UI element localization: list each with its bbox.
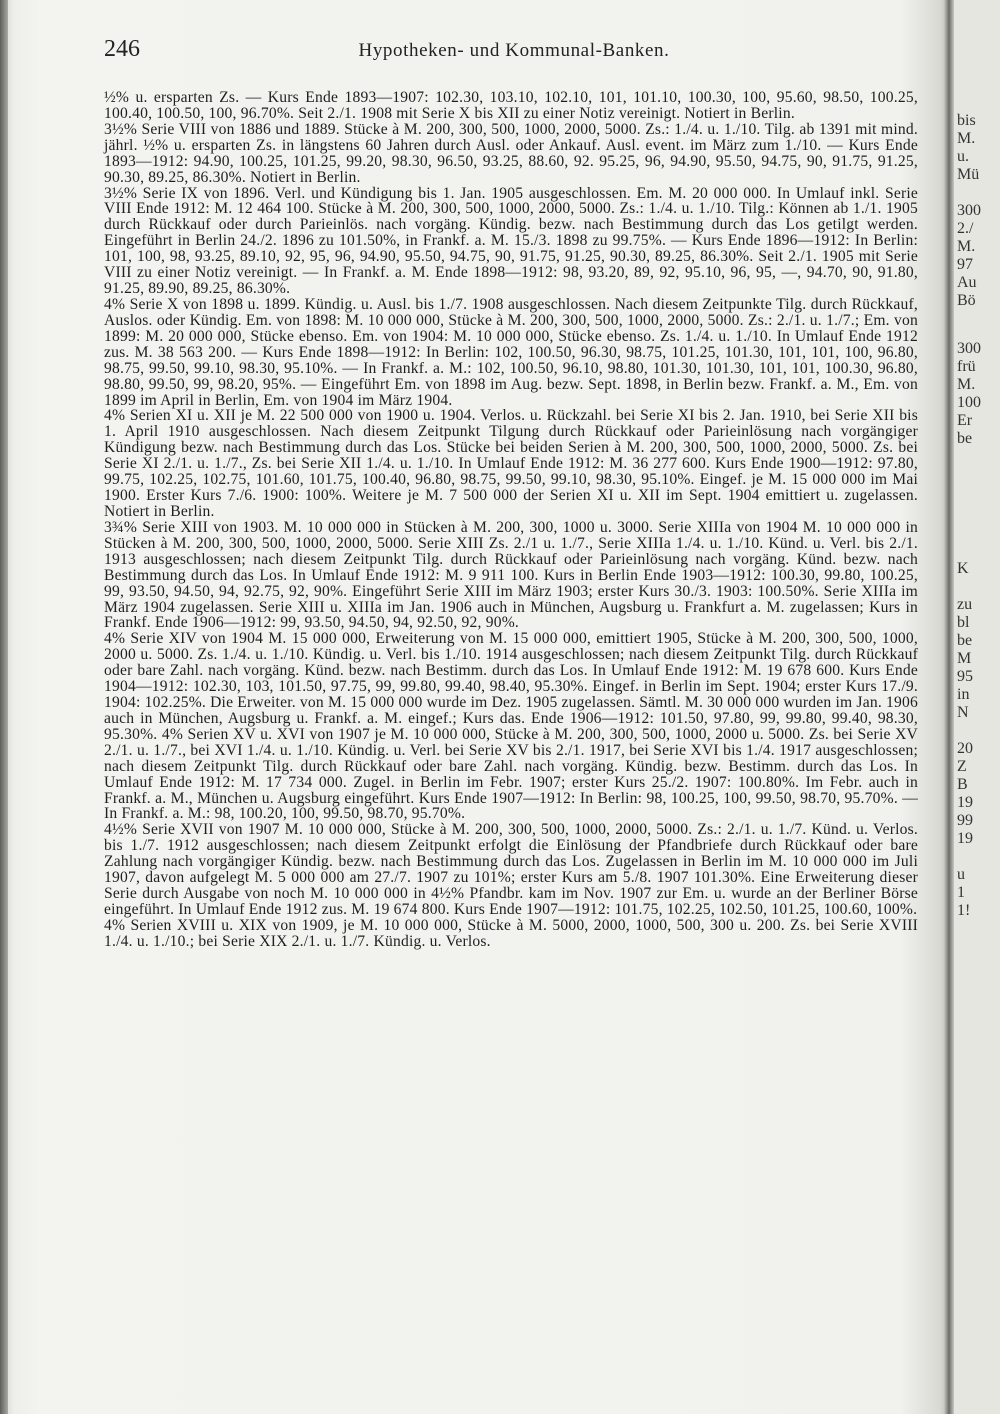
paragraph-1: ½% u. ersparten Zs. — Kurs Ende 1893—1907: 102.30, 103.10, 102.10, 101, 101.10, 100.30, 100, 95.60, 98.50, 100.25, 100.40, 100.50, 100, 96.70%. Seit 2./1. 1908 mit Serie X bis XII zu einer Notiz vereinigt. Notiert in Berlin. (104, 89, 918, 122)
paragraph-9: 4% Serien XVIII u. XIX von 1909, je M. 10 000 000, Stücke à M. 5000, 2000, 1000, 500, 300 u. 200. Zs. bei Serie XVIII 1./4. u. 1./10.; bei Serie XIX 2./1. u. 1./7. Kündig. u. Verlos. (104, 916, 918, 950)
edge-fragment: u (957, 866, 965, 883)
edge-fragment: K (957, 560, 969, 577)
paragraph-5: 4% Serien XI u. XII je M. 22 500 000 von 1900 u. 1904. Verlos. u. Rückzahl. bei Serie XI bis 2. Jan. 1910, bei Serie XII bis 1. April 1910 ausgeschlossen. Nach diesem Zeitpunkt Tilgung durch Rückkauf oder Parieinlösung nach vorgängiger Kündigung bezw. nach Bestimmung durch das Los. Stücke bei beiden Serien à M. 200, 300, 500, 1000, 2000, 5000. Zs. bei Serie XI 2./1. u. 1./7., Zs. bei Serie XII 1./4. u. 1./10. In Umlauf Ende 1912: M. 36 277 600. Kurs Ende 1900—1912: 97.80, 99.75, 102.25, 102.75, 101.60, 101.75, 100.40, 96.80, 98.75, 99.50, 99.10, 98.30, 95.10%. Eingef. je M. 15 000 000 im Mai 1900. Erster Kurs 7./6. 1900: 100%. Weitere je M. 7 500 000 der Serien XI u. XII im Sept. 1904 emittiert u. zugelassen. Notiert in Berlin. (104, 407, 918, 520)
edge-fragment: Er (957, 412, 973, 429)
next-page-edge (954, 0, 1000, 1414)
edge-fragment: be (957, 632, 973, 649)
paragraph-6: 3¾% Serie XIII von 1903. M. 10 000 000 in Stücken à M. 200, 300, 1000 u. 3000. Serie XIIIa von 1904 M. 10 000 000 in Stücken à M. 200, 300, 500, 1000, 2000, 5000. Serie XIII Zs. 2./1 u. 1./7., Serie XIIIa 1./4. u. 1./10. Künd. u. Verl. bis 2./1. 1913 ausgeschlossen; nach diesem Zeitpunkt Tilg. durch Rückkauf oder Parieinlösung nach vorgäng. Künd. bezw. nach Bestimmung durch das Los. In Umlauf Ende 1912: M. 9 911 100. Kurs in Berlin Ende 1903—1912: 100.30, 99.80, 100.25, 99, 93.50, 94.50, 94, 92.75, 92, 90%. Eingeführt Serie XIII im März 1903; erster Kurs 30./3. 1903: 100.50%. Serie XIIIa im März 1904 zugelassen. Serie XIII u. XIIIa im Jan. 1906 auch in München, Augsburg u. Frankfurt a. M. zugelassen; Kurs in Frankf. Ende 1906—1912: 99, 93.50, 94.50, 94, 92.50, 92, 90%. (104, 518, 918, 632)
edge-fragment: Bö (957, 292, 976, 309)
edge-fragment: Au (957, 274, 977, 291)
paragraph-4: 4% Serie X von 1898 u. 1899. Kündig. u. Ausl. bis 1./7. 1908 ausgeschlossen. Nach diesem Zeitpunkte Tilg. durch Rückkauf, Auslos. oder Kündig. Em. von 1898: M. 10 000 000, Stücke à M. 200, 300, 500, 1000, 2000, 5000. Zs.: 2./1. u. 1./7.; Em. von 1899: M. 20 000 000, Stücke ebenso. Em. von 1904: M. 10 000 000, Stücke ebenso. Zs. 1./4. u. 1./10. In Umlauf Ende 1912 zus. M. 38 563 200. — Kurs Ende 1898—1912: In Berlin: 102, 100.50, 96.30, 98.75, 101.25, 101.30, 101, 101, 100, 96.80, 98.75, 99.50, 99.10, 98.30, 95.10%. — In Frankf. a. M.: 102, 100.50, 96.10, 98.80, 101.30, 101.30, 101, 101, 100.30, 96.80, 98.80, 99.50, 99, 98.20, 95%. — Eingeführt Em. von 1898 im Aug. bezw. Sept. 1898, in Berlin bezw. Frankf. a. M., Em. von 1899 im April in Berlin, Em. von 1904 im März 1904. (104, 295, 918, 409)
paragraph-2: 3½% Serie VIII von 1886 und 1889. Stücke à M. 200, 300, 500, 1000, 2000, 5000. Zs.: 1./4. u. 1./10. Tilg. ab 1391 mit mind. jährl. ½% u. ersparten Zs. in längstens 60 Jahren durch Ausl. oder Ankauf. Ausl. event. im März zum 1./10. — Kurs Ende 1893—1912: 94.90, 100.25, 101.25, 99.20, 98.30, 96.50, 93.25, 88.60, 92. 95.25, 96, 94.90, 95.50, 94.75, 90, 91.75, 91.25, 90.30, 89.25, 86.30%. Notiert in Berlin. (104, 120, 918, 186)
edge-fragment: M. (957, 238, 976, 255)
edge-fragment: u. (957, 148, 969, 165)
edge-fragment: bl (957, 614, 970, 631)
edge-fragment: Mü (957, 166, 980, 183)
edge-fragment: 97 (957, 256, 973, 273)
edge-fragment: 1 (957, 884, 965, 901)
edge-fragment: Z (957, 758, 967, 775)
edge-fragment: bis (957, 112, 976, 129)
edge-fragment: 20 (957, 740, 973, 757)
edge-fragment: in (957, 686, 970, 703)
running-title: Hypotheken- und Kommunal-Banken. (358, 40, 670, 61)
page-header (104, 36, 924, 66)
edge-fragment: 95 (957, 668, 973, 685)
paragraph-3: 3½% Serie IX von 1896. Verl. und Kündigung bis 1. Jan. 1905 ausgeschlossen. Em. M. 20 000 000. In Umlauf inkl. Serie VIII Ende 1912: M. 12 464 100. Stücke à M. 200, 300, 500, 1000, 2000, 5000. Zs.: 1./4. u. 1./10. Tilg.: Können ab 1./1. 1905 durch Rückkauf oder durch Parieinlös. nach vorgäng. Kündig. bezw. nach Bestimmung durch das Los getilgt werden. Eingeführt in Berlin 24./2. 1896 zu 101.50%, in Frankf. a. M. 15./3. 1898 zu 99.75%. — Kurs Ende 1896—1912: In Berlin: 101, 100, 98, 93.25, 89.10, 92, 95, 96, 94.90, 95.50, 94.75, 90, 91.75, 91.25, 90.30, 89.25, 86.30%. Seit 2./1. 1905 mit Serie VIII zu einer Notiz vereinigt. — In Frankf. a. M. Ende 1898—1912: 98, 93.20, 89, 92, 95.10, 96, 95, —, 94.70, 90, 91.80, 91.25, 89.90, 89.25, 86.30%. (104, 184, 918, 298)
binding-shadow-left (0, 0, 8, 1414)
edge-fragment: 300 (957, 340, 981, 357)
page-number: 246 (104, 36, 140, 62)
edge-fragment: 19 (957, 794, 973, 811)
edge-fragment: frü (957, 358, 976, 375)
edge-fragment: B (957, 776, 968, 793)
edge-fragment: 99 (957, 812, 973, 829)
paragraph-8: 4½% Serie XVII von 1907 M. 10 000 000, Stücke à M. 200, 300, 500, 1000, 2000, 5000. Zs.: 2./1. u. 1./7. Künd. u. Verlos. bis 1./7. 1912 ausgeschlossen; nach diesem Zeitpunkt erfolgt die Einlösung der Pfandbriefe durch Rückkauf oder bare Zahlung nach vorgängiger Kündig. bezw. nach Bestimmung durch das Los. Zugelassen in Berlin im M. 10 000 000 im Juli 1907, davon aufgelegt M. 5 000 000 am 27./7. 1907 zu 101%; erster Kurs am 5./8. 1907 101.30%. Eine Erweiterung dieser Serie durch Ausgabe von noch M. 10 000 000 in 4½% Pfandbr. kam im Nov. 1907 zur Em. u. wurde an der Berliner Börse eingeführt. In Umlauf Ende 1912 zus. M. 19 674 800. Kurs Ende 1907—1912: 101.75, 102.25, 102.50, 101.25, 100.60, 100%. (104, 821, 918, 919)
edge-fragment: M. (957, 376, 976, 393)
edge-fragment: 1! (957, 902, 971, 919)
paragraph-7: 4% Serie XIV von 1904 M. 15 000 000, Erweiterung von M. 15 000 000, emittiert 1905, Stücke à M. 200, 300, 500, 1000, 2000 u. 5000. Zs. 1./4. u. 1./10. Kündig. u. Verl. bis 1./10. 1914 ausgeschlossen; nach diesem Zeitpunkt Tilg. durch Rückkauf oder bare Zahl. nach vorgäng. Künd. bezw. nach Bestimm. durch das Los. In Umlauf Ende 1912: M. 19 678 600. Kurs Ende 1904—1912: 102.30, 103, 101.50, 97.75, 99, 99.80, 99.40, 98.40, 95.30%. Eingef. in Berlin im Sept. 1904; erster Kurs 17./9. 1904: 102.25%. Die Erweiter. von M. 15 000 000 wurde im Dez. 1905 zugelassen. Sämtl. M. 30 000 000 wurden im Jan. 1906 auch in München, Augsburg u. Frankf. a. M. eingef.; Kurs das. Ende 1906—1912: 101.50, 97.80, 99, 99.80, 99.40, 98.30, 95.30%. 4% Serien XV u. XVI von 1907 je M. 10 000 000, Stücke à M. 200, 300, 500, 1000, 2000 u. 5000. Zs. bei Serie XV 2./1. u. 1./7., bei XVI 1./4. u. 1./10. Kündig. u. Verl. bei Serie XV bis 2./1. 1917, bei Serie XVI bis 1./4. 1917 ausgeschlossen; nach diesem Zeitpunkt Tilg. durch Rückkauf oder bare Zahl. nach vorgäng. Kündig. bezw. Bestimm. durch das Los. In Umlauf Ende 1912: M. 17 734 000. Zugel. in Berlin im Febr. 1907; erster Kurs 25./2. 1907: 100.80%. Im Febr. auch in Frankf. a. M., München u. Augsburg eingeführt. Kurs Ende 1907—1912: In Berlin: 98, 100.25, 100, 99.50, 98.70, 95.70%. — In Frankf. a. M.: 98, 100.20, 100, 99.50, 98.70, 95.70%. (104, 630, 919, 823)
edge-fragment: 2./ (957, 220, 974, 237)
edge-fragment: zu (957, 596, 973, 613)
edge-fragment: 100 (957, 394, 981, 411)
edge-fragment: N (957, 704, 969, 721)
edge-fragment: 19 (957, 830, 973, 847)
binding-gutter (944, 0, 954, 1414)
main-text (104, 90, 918, 950)
edge-fragment: M. (957, 130, 976, 147)
edge-fragment: M (957, 650, 972, 667)
edge-fragment: 300 (957, 202, 981, 219)
edge-fragment: be (957, 430, 973, 447)
